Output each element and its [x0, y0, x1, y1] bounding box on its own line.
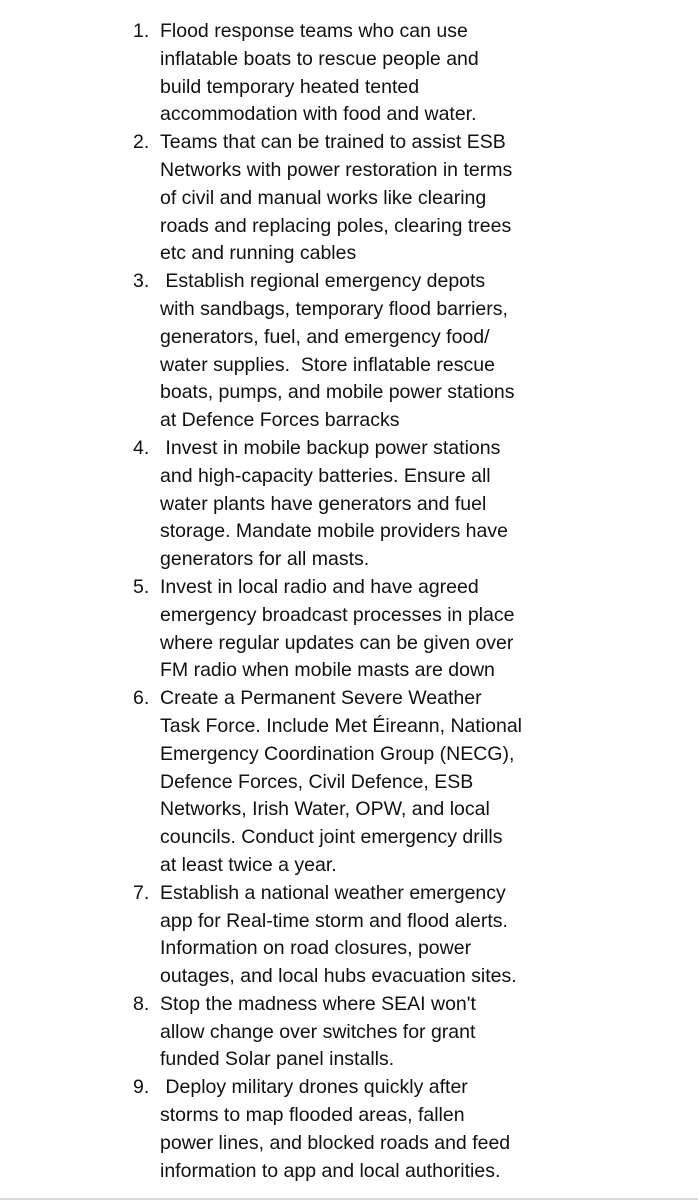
list-item: [0, 685, 532, 880]
item-number: 6.: [133, 687, 150, 710]
item-text-line: councils. Conduct joint emergency drills: [160, 826, 503, 849]
numbered-list: [0, 18, 698, 1185]
item-number: 9.: [133, 1076, 150, 1099]
item-text-line: build temporary heated tented: [160, 75, 420, 98]
item-text-line: water plants have generators and fuel: [160, 492, 487, 515]
list-item: [0, 435, 532, 574]
item-text-line: Create a Permanent Severe Weather: [160, 687, 482, 710]
item-text-line: and high-capacity batteries. Ensure all: [160, 464, 491, 487]
item-text-line: outages, and local hubs evacuation sites.: [160, 965, 517, 988]
item-text-line: at least twice a year.: [160, 853, 337, 876]
item-text-line: information to app and local authorities.: [160, 1159, 501, 1182]
item-text-line: Flood response teams who can use: [160, 20, 468, 42]
item-text-line: Teams that can be trained to assist ESB: [160, 131, 506, 154]
item-text-line: Deploy military drones quickly after: [160, 1076, 468, 1099]
item-text-line: Information on road closures, power: [160, 937, 472, 960]
item-text-line: Establish a national weather emergency: [160, 881, 506, 904]
item-text-line: storms to map flooded areas, fallen: [160, 1104, 465, 1127]
list-item: [0, 991, 532, 1074]
item-text-line: storage. Mandate mobile providers have: [160, 520, 508, 543]
item-number: 8.: [133, 992, 150, 1015]
list-item: [0, 268, 532, 435]
item-text-line: roads and replacing poles, clearing trees: [160, 214, 512, 237]
list-item: [0, 574, 532, 685]
list-item: [0, 1074, 532, 1185]
item-text-line: boats, pumps, and mobile power stations: [160, 381, 515, 404]
list-item: [0, 880, 532, 991]
item-text-line: funded Solar panel installs.: [160, 1048, 395, 1071]
item-text-line: Networks, Irish Water, OPW, and local: [160, 798, 490, 821]
item-text-line: allow change over switches for grant: [160, 1020, 476, 1043]
item-text-line: Task Force. Include Met Éireann, National: [160, 714, 523, 737]
item-number: 5.: [133, 575, 150, 598]
item-number: 1.: [133, 20, 150, 42]
item-text-line: Networks with power restoration in terms: [160, 158, 513, 181]
item-text-line: with sandbags, temporary flood barriers,: [160, 297, 508, 320]
item-text-line: Emergency Coordination Group (NECG),: [160, 742, 515, 765]
item-text-line: generators for all masts.: [160, 548, 370, 571]
item-number: 3.: [133, 270, 150, 293]
item-number: 7.: [133, 881, 150, 904]
item-text-line: of civil and manual works like clearing: [160, 186, 487, 209]
item-text-line: accommodation with food and water.: [160, 103, 477, 126]
item-text-line: emergency broadcast processes in place: [160, 603, 515, 626]
item-text-line: Invest in local radio and have agreed: [160, 575, 479, 598]
item-text-line: generators, fuel, and emergency food/: [160, 325, 490, 348]
item-number: 2.: [133, 131, 150, 154]
item-text-line: Stop the madness where SEAI won't: [160, 992, 476, 1015]
item-text-line: app for Real-time storm and flood alerts.: [160, 909, 508, 932]
list-item: [0, 129, 532, 268]
item-text-line: Defence Forces, Civil Defence, ESB: [160, 770, 474, 793]
item-text-line: inflatable boats to rescue people and: [160, 47, 479, 70]
item-text-line: water supplies. Store inflatable rescue: [160, 353, 495, 376]
item-text-line: at Defence Forces barracks: [160, 409, 400, 432]
item-text-line: etc and running cables: [160, 242, 357, 265]
item-text-line: Establish regional emergency depots: [160, 270, 486, 293]
item-number: 4.: [133, 436, 150, 459]
list-item: [0, 18, 532, 129]
item-text-line: Invest in mobile backup power stations: [160, 436, 501, 459]
item-text-line: FM radio when mobile masts are down: [160, 659, 495, 682]
item-text-line: power lines, and blocked roads and feed: [160, 1131, 511, 1154]
item-text-line: where regular updates can be given over: [160, 631, 514, 654]
